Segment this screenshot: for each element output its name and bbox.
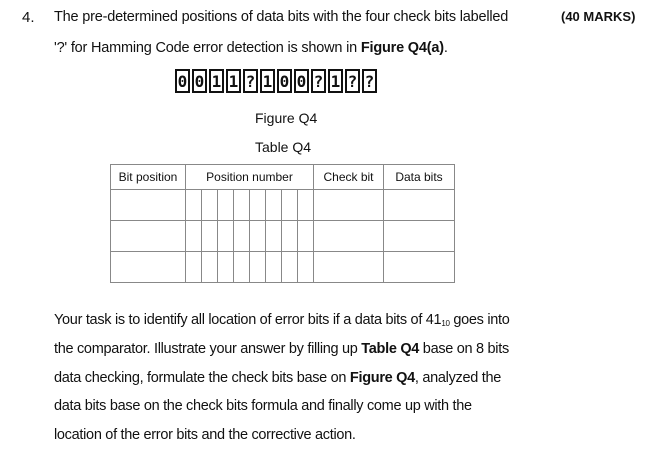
table-cell[interactable] xyxy=(298,190,314,221)
table-header-row xyxy=(111,165,455,190)
table-cell[interactable] xyxy=(298,221,314,252)
table-cell[interactable] xyxy=(202,190,218,221)
bit-cell: 1 xyxy=(226,69,241,93)
bit-cell: 0 xyxy=(277,69,292,93)
task-text: data checking, formulate the check bits base on xyxy=(54,370,350,386)
task-text: Your task is to identify all location of error bits if a data bits of 41 xyxy=(54,312,442,328)
base-subscript: 10 xyxy=(441,319,450,328)
table-cell[interactable] xyxy=(282,252,298,283)
header-data-bits: Data bits xyxy=(384,165,455,190)
table-cell[interactable] xyxy=(111,252,186,283)
header-bit-position: Bit position xyxy=(111,165,186,190)
table-cell[interactable] xyxy=(314,190,384,221)
table-ref: Table Q4 xyxy=(361,341,420,357)
task-line4: data bits base on the check bits formula and finally come up with the xyxy=(54,398,472,414)
table-cell[interactable] xyxy=(218,190,234,221)
bit-cell: ? xyxy=(311,69,326,93)
table-cell[interactable] xyxy=(384,221,455,252)
bit-cell: ? xyxy=(362,69,377,93)
task-text: the comparator. Illustrate your answer by filling up xyxy=(54,341,362,357)
table-cell[interactable] xyxy=(314,221,384,252)
table-cell[interactable] xyxy=(111,190,186,221)
table-cell[interactable] xyxy=(186,190,202,221)
task-line1 xyxy=(54,312,510,328)
bit-cell: 0 xyxy=(175,69,190,93)
table-cell[interactable] xyxy=(298,252,314,283)
table-cell[interactable] xyxy=(314,252,384,283)
answer-table xyxy=(110,164,455,283)
task-line5: location of the error bits and the corrective action. xyxy=(54,427,356,443)
intro-text: '?' for Hamming Code error detection is shown in xyxy=(54,40,361,56)
table-cell[interactable] xyxy=(384,252,455,283)
table-cell[interactable] xyxy=(234,190,250,221)
figure-ref: Figure Q4 xyxy=(349,370,415,386)
table-title: Table Q4 xyxy=(255,139,312,155)
intro-end: . xyxy=(443,40,448,56)
task-line2 xyxy=(54,341,509,357)
task-text: base on 8 bits xyxy=(419,341,509,357)
table-cell[interactable] xyxy=(186,221,202,252)
table-cell[interactable] xyxy=(282,221,298,252)
bit-sequence xyxy=(175,69,379,93)
table-row xyxy=(111,252,455,283)
table-cell[interactable] xyxy=(218,252,234,283)
table-cell[interactable] xyxy=(202,252,218,283)
question-number: 4. xyxy=(22,9,35,26)
table-cell[interactable] xyxy=(234,252,250,283)
table-cell[interactable] xyxy=(250,221,266,252)
task-text: , analyzed the xyxy=(414,370,501,386)
table-cell[interactable] xyxy=(266,252,282,283)
table-cell[interactable] xyxy=(250,252,266,283)
table-row xyxy=(111,190,455,221)
table-cell[interactable] xyxy=(250,190,266,221)
bit-cell: 0 xyxy=(294,69,309,93)
bit-cell: 1 xyxy=(209,69,224,93)
question-intro-line2 xyxy=(54,40,448,56)
bit-cell: 0 xyxy=(192,69,207,93)
table-cell[interactable] xyxy=(266,190,282,221)
table-cell[interactable] xyxy=(202,221,218,252)
bit-cell: ? xyxy=(243,69,258,93)
task-text: goes into xyxy=(449,312,510,328)
table-cell[interactable] xyxy=(186,252,202,283)
bit-cell: 1 xyxy=(328,69,343,93)
figure-caption: Figure Q4 xyxy=(255,110,318,126)
task-line3 xyxy=(54,370,501,386)
figure-ref: Figure Q4(a) xyxy=(360,40,444,56)
bit-cell: 1 xyxy=(260,69,275,93)
header-position-number: Position number xyxy=(186,165,314,190)
table-cell[interactable] xyxy=(384,190,455,221)
table-row xyxy=(111,221,455,252)
bit-cell: ? xyxy=(345,69,360,93)
table-cell[interactable] xyxy=(282,190,298,221)
header-check-bit: Check bit xyxy=(314,165,384,190)
marks-label: (40 MARKS) xyxy=(561,9,636,24)
table-cell[interactable] xyxy=(111,221,186,252)
table-cell[interactable] xyxy=(218,221,234,252)
question-intro-line1: The pre-determined positions of data bits with the four check bits labelled xyxy=(54,9,509,25)
table-cell[interactable] xyxy=(266,221,282,252)
table-cell[interactable] xyxy=(234,221,250,252)
